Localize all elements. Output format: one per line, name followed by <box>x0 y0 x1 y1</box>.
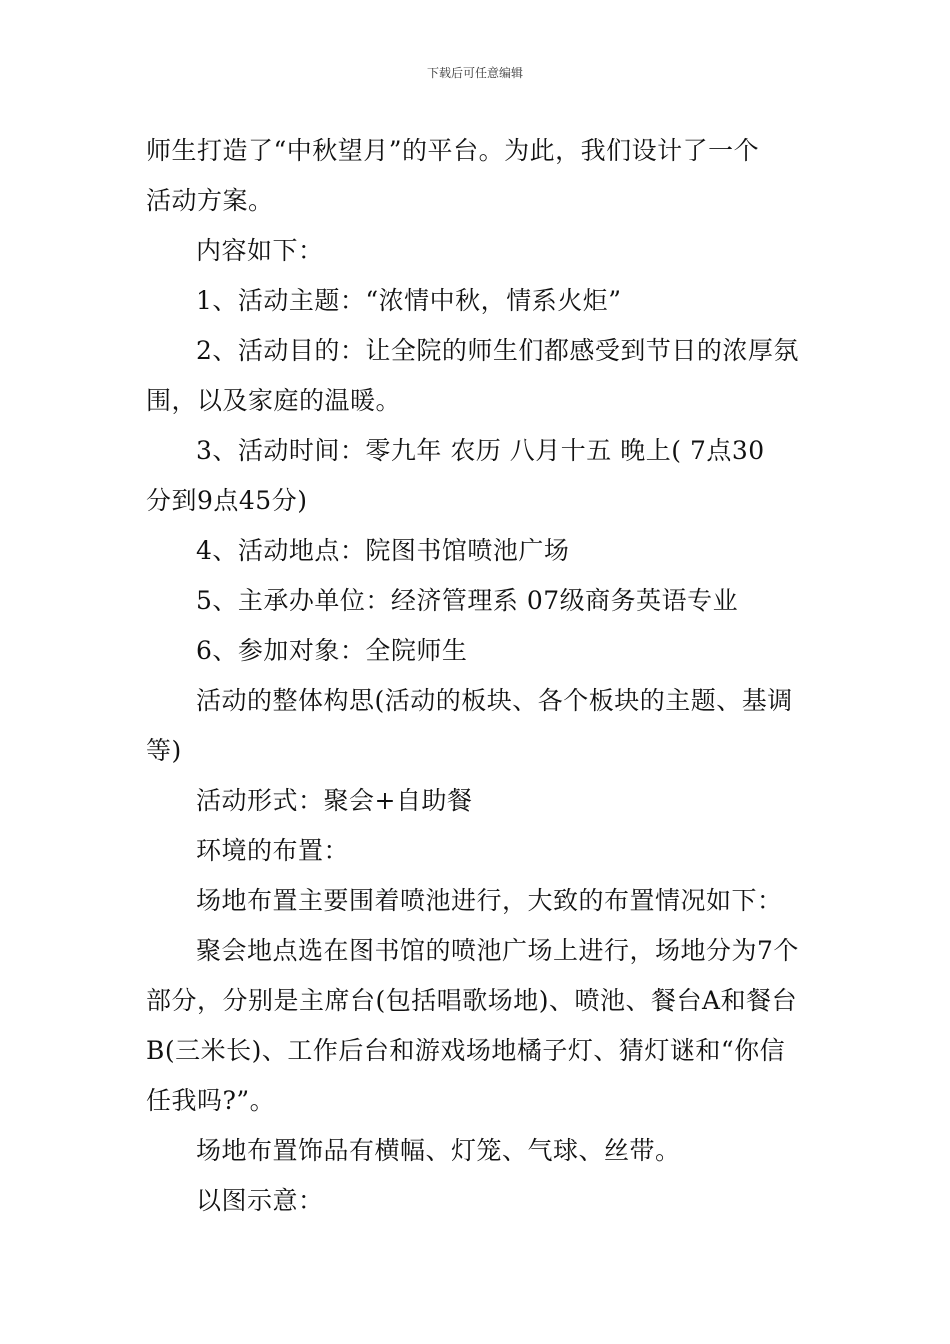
venue-location-line: 聚会地点选在图书馆的喷池广场上进行，场地分为7个 <box>196 936 799 965</box>
overall-concept-continued-line: 等) <box>146 736 182 765</box>
organizer-line: 5、主承办单位：经济管理系 07级商务英语专业 <box>196 586 739 615</box>
activity-location-line: 4、活动地点：院图书馆喷池广场 <box>196 536 570 565</box>
activity-format-line: 活动形式：聚会+自助餐 <box>196 786 473 815</box>
participants-line: 6、参加对象：全院师生 <box>196 636 468 665</box>
activity-time-continued-line: 分到9点45分) <box>146 486 308 515</box>
activity-theme-line: 1、活动主题：“浓情中秋，情系火炬” <box>196 286 622 315</box>
overall-concept-line: 活动的整体构思(活动的板块、各个板块的主题、基调 <box>196 686 793 715</box>
paragraph-line: 活动方案。 <box>146 186 274 215</box>
activity-purpose-continued-line: 围，以及家庭的温暖。 <box>146 386 402 415</box>
venue-location-continued-line: 任我吗?”。 <box>146 1086 276 1115</box>
decorations-line: 场地布置饰品有横幅、灯笼、气球、丝带。 <box>196 1136 681 1165</box>
diagram-intro-line: 以图示意： <box>196 1186 324 1215</box>
activity-purpose-line: 2、活动目的：让全院的师生们都感受到节日的浓厚氛 <box>196 336 799 365</box>
paragraph-line: 师生打造了“中秋望月”的平台。为此，我们设计了一个 <box>146 136 760 165</box>
venue-location-continued-line: 部分，分别是主席台(包括唱歌场地)、喷池、餐台A和餐台 <box>146 986 798 1015</box>
document-body <box>146 126 810 1226</box>
content-intro-line: 内容如下： <box>196 236 324 265</box>
activity-time-line: 3、活动时间：零九年 农历 八月十五 晚上( 7点30 <box>196 436 765 465</box>
environment-setup-heading: 环境的布置： <box>196 836 350 865</box>
venue-location-continued-line: B(三米长)、工作后台和游戏场地橘子灯、猜灯谜和“你信 <box>146 1036 786 1065</box>
venue-setup-line: 场地布置主要围着喷池进行，大致的布置情况如下： <box>196 886 783 915</box>
page-header-note: 下载后可任意编辑 <box>426 66 523 80</box>
